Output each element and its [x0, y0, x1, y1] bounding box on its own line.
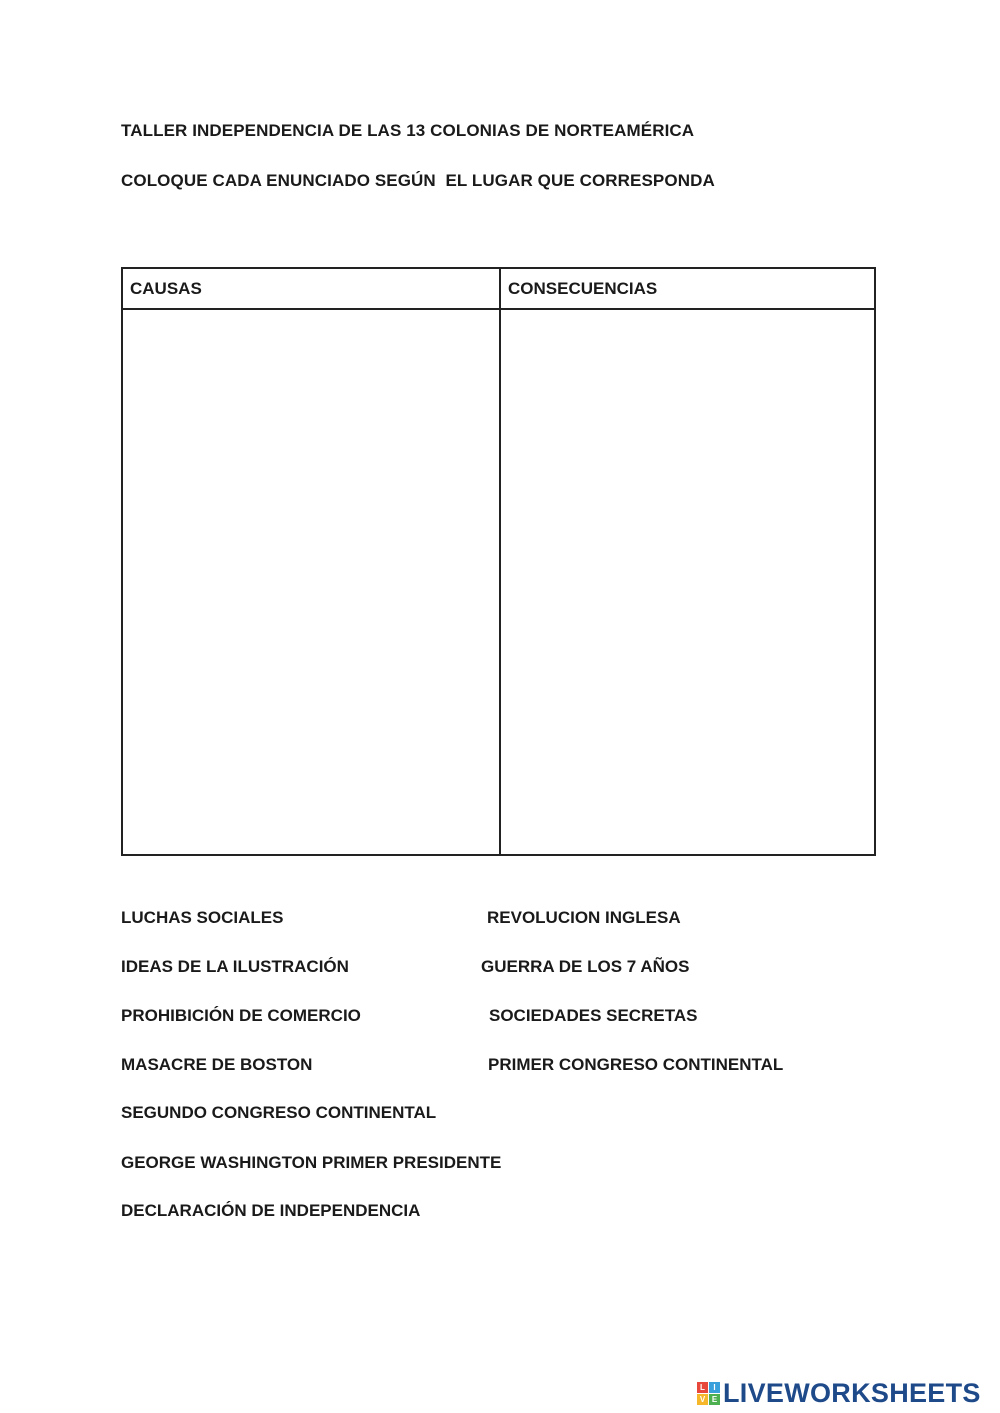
item-prohibicion-comercio[interactable]: PROHIBICIÓN DE COMERCIO [121, 1006, 361, 1025]
item-masacre-boston[interactable]: MASACRE DE BOSTON [121, 1055, 313, 1074]
worksheet-title: TALLER INDEPENDENCIA DE LAS 13 COLONIAS DE NORTEAMÉRICA [121, 121, 695, 140]
item-segundo-congreso[interactable]: SEGUNDO CONGRESO CONTINENTAL [121, 1103, 437, 1122]
mark-tile: L [697, 1382, 708, 1393]
worksheet-instruction: COLOQUE CADA ENUNCIADO SEGÚN EL LUGAR QUE CORRESPONDA [121, 171, 715, 190]
item-declaracion-independencia[interactable]: DECLARACIÓN DE INDEPENDENCIA [121, 1201, 421, 1220]
causas-column-header: CAUSAS [130, 279, 202, 298]
item-george-washington[interactable]: GEORGE WASHINGTON PRIMER PRESIDENTE [121, 1153, 502, 1172]
item-luchas-sociales[interactable]: LUCHAS SOCIALES [121, 908, 284, 927]
consecuencias-drop-zone[interactable] [501, 310, 874, 854]
liveworksheets-logo [697, 1378, 981, 1408]
liveworksheets-wordmark: LIVEWORKSHEETS [723, 1377, 981, 1408]
mark-tile: I [709, 1382, 720, 1393]
item-sociedades-secretas[interactable]: SOCIEDADES SECRETAS [489, 1006, 698, 1025]
mark-tile: V [697, 1394, 708, 1405]
classification-table [121, 267, 876, 856]
consecuencias-column-header: CONSECUENCIAS [508, 279, 658, 298]
item-guerra-7-anos[interactable]: GUERRA DE LOS 7 AÑOS [481, 957, 690, 976]
item-primer-congreso[interactable]: PRIMER CONGRESO CONTINENTAL [488, 1055, 784, 1074]
item-ideas-ilustracion[interactable]: IDEAS DE LA ILUSTRACIÓN [121, 957, 349, 976]
causas-drop-zone[interactable] [123, 310, 499, 854]
item-revolucion-inglesa[interactable]: REVOLUCION INGLESA [487, 908, 681, 927]
liveworksheets-mark-icon [697, 1382, 720, 1405]
mark-tile: E [709, 1394, 720, 1405]
